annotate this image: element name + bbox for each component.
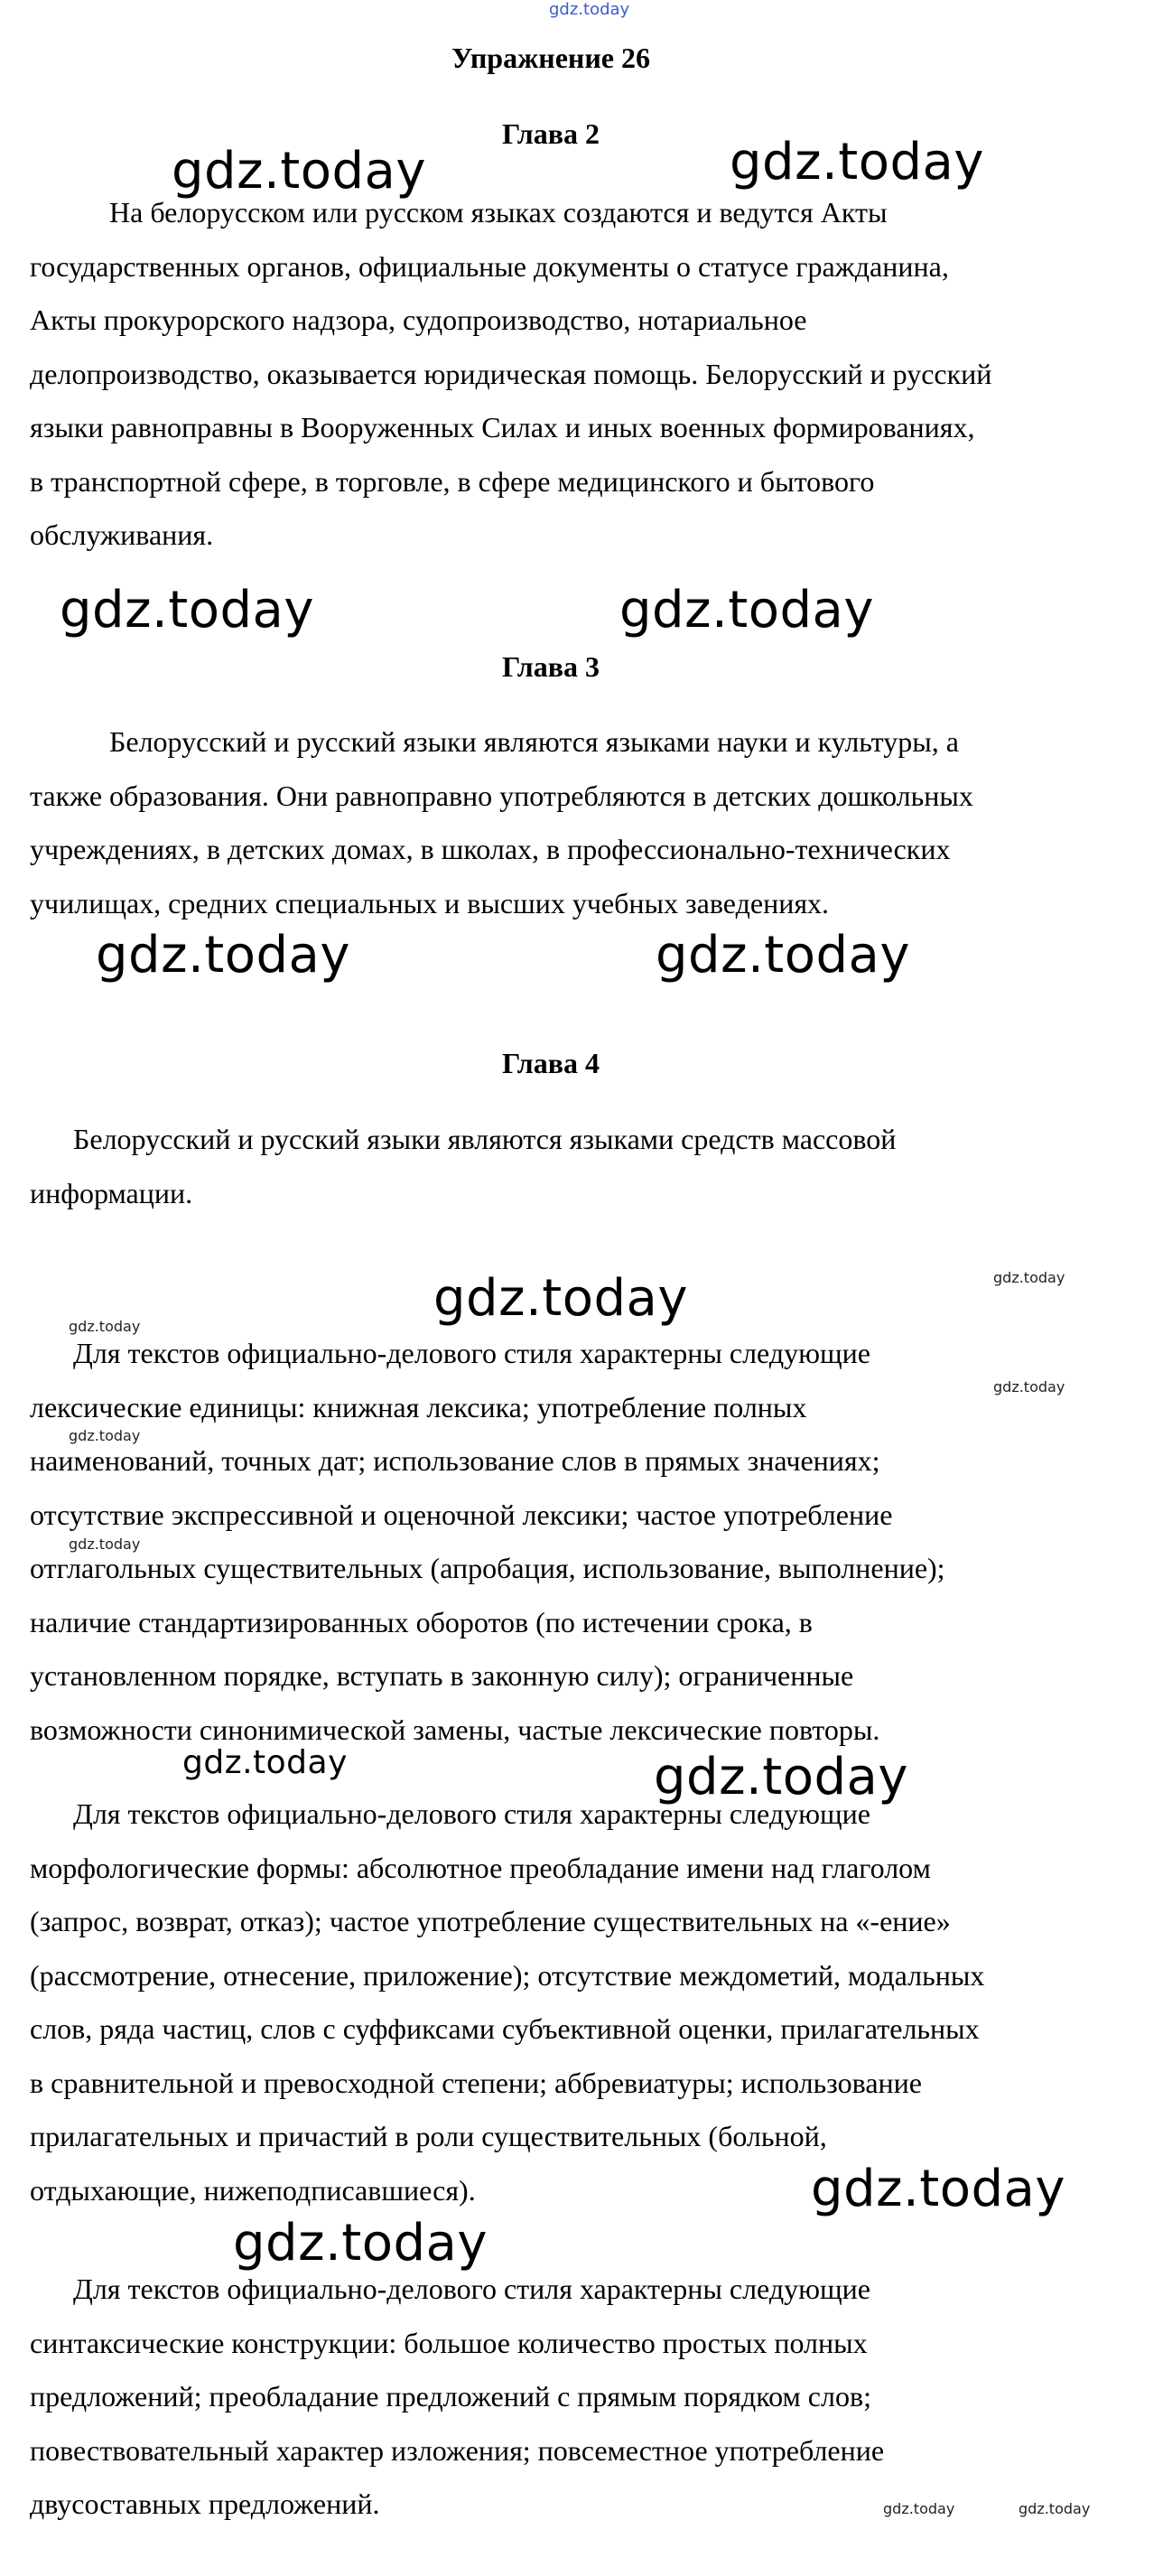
morphological-paragraph: [30, 1787, 1095, 2217]
text-line: На белорусском или русском языках создаются и ведутся Акты: [109, 196, 888, 229]
exercise-title: Упражнение 26: [451, 42, 650, 74]
text-line: учреждениях, в детских домах, в школах, в профессионально-технических: [30, 833, 951, 865]
chapter-heading: Глава 4: [502, 1047, 600, 1079]
text-line: отдыхающие, нижеподписавшиеся).: [30, 2173, 476, 2207]
watermark: gdz.today: [96, 926, 351, 985]
text-line: наличие стандартизированных оборотов (по истечении срока, в: [30, 1605, 813, 1638]
text-line: (запрос, возврат, отказ); частое употребление существительных на «-ение»: [30, 1905, 951, 1937]
text-line: в сравнительной и превосходной степени; аббревиатуры; использование: [30, 2066, 922, 2099]
text-line: училищах, средних специальных и высших учебных заведениях.: [30, 886, 830, 919]
chapter-3-text: [30, 715, 1095, 930]
watermark: gdz.today: [69, 1318, 141, 1335]
chapter-2-text: [30, 186, 1095, 563]
text-line: делопроизводство, оказывается юридическая помощь. Белорусский и русский: [30, 357, 992, 390]
watermark: gdz.today: [811, 2160, 1066, 2218]
text-line: установленном порядке, вступать в законную силу); ограниченные: [30, 1659, 854, 1692]
chapter-4-text: [30, 1113, 1095, 1220]
text-line: отглагольных существительных (апробация, использование, выполнение);: [30, 1552, 945, 1584]
text-line: Акты прокурорского надзора, судопроизводство, нотариальное: [30, 303, 807, 336]
text-line: (рассмотрение, отнесение, приложение); отсутствие междометий, модальных: [30, 1958, 985, 1992]
text-line: также образования. Они равноправно употребляются в детских дошкольных: [30, 779, 973, 812]
text-line: морфологические формы: абсолютное преобладание имени над глаголом: [30, 1851, 931, 1884]
text-line: государственных органов, официальные документы о статусе гражданина,: [30, 249, 949, 283]
text-line: обслуживания.: [30, 518, 214, 551]
lexical-paragraph: [30, 1327, 1095, 1757]
text-line: отсутствие экспрессивной и оценочной лексики; частое употребление: [30, 1498, 893, 1531]
text-line: возможности синонимической замены, частые лексические повторы.: [30, 1713, 880, 1746]
text-line: синтаксические конструкции: большое количество простых полных: [30, 2326, 868, 2359]
watermark: gdz.today: [654, 1748, 909, 1806]
watermark: gdz.today: [993, 1378, 1065, 1395]
text-line: прилагательных и причастий в роли существительных (больной,: [30, 2120, 827, 2152]
text-line: Для текстов официально-делового стиля характерны следующие: [73, 1337, 870, 1369]
watermark: gdz.today: [69, 1427, 141, 1444]
text-line: Белорусский и русский языки являются языками средств массовой: [73, 1123, 897, 1155]
text-line: двусоставных предложений.: [30, 2487, 380, 2520]
watermark: gdz.today: [993, 1269, 1065, 1286]
watermark: gdz.today: [233, 2214, 488, 2273]
watermark: gdz.today: [730, 133, 985, 191]
watermark: gdz.today: [433, 1269, 689, 1328]
text-line: предложений; преобладание предложений с прямым порядком слов;: [30, 2380, 871, 2413]
text-line: Для текстов официально-делового стиля характерны следующие: [73, 1797, 870, 1830]
text-line: Для текстов официально-делового стиля характерны следующие: [73, 2273, 870, 2305]
watermark: gdz.today: [182, 1744, 348, 1781]
text-line: Белорусский и русский языки являются языками науки и культуры, а: [109, 725, 959, 758]
watermark: gdz.today: [619, 581, 875, 639]
text-line: языки равноправны в Вооруженных Силах и иных военных формированиях,: [30, 411, 975, 443]
watermark: gdz.today: [1019, 2500, 1091, 2517]
text-line: наименований, точных дат; использование слов в прямых значениях;: [30, 1444, 880, 1477]
watermark: gdz.today: [172, 142, 427, 201]
chapter-heading: Глава 2: [502, 117, 600, 150]
watermark: gdz.today: [883, 2500, 955, 2517]
text-line: лексические единицы: книжная лексика; употребление полных: [30, 1390, 807, 1423]
watermark: gdz.today: [60, 581, 315, 639]
syntactic-paragraph: [30, 2263, 1095, 2532]
watermark: gdz.today: [656, 926, 911, 985]
text-line: слов, ряда частиц, слов с суффиксами субъективной оценки, прилагательных: [30, 2012, 980, 2045]
text-line: информации.: [30, 1176, 193, 1209]
watermark: gdz.today: [69, 1535, 141, 1553]
text-line: повествовательный характер изложения; повсеместное употребление: [30, 2433, 885, 2467]
chapter-heading: Глава 3: [502, 650, 600, 683]
text-line: в транспортной сфере, в торговле, в сфере медицинского и бытового: [30, 464, 875, 498]
header-watermark: gdz.today: [549, 0, 630, 19]
